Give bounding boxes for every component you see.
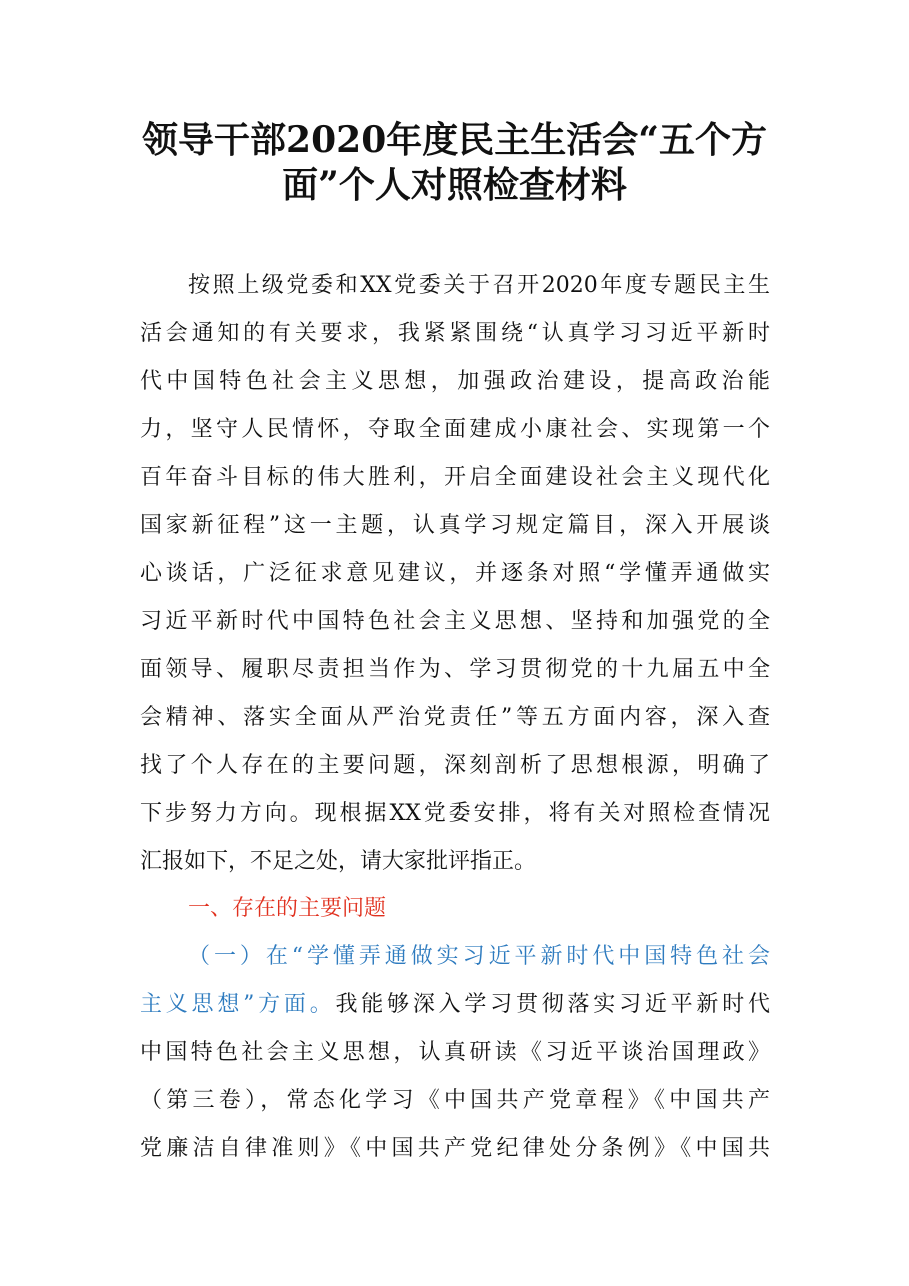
subsection-paragraph-line: 党廉洁自律准则》《中国共产党纪律处分条例》《中国共 bbox=[140, 1136, 770, 1161]
intro-paragraph-line: 代中国特色社会主义思想，加强政治建设，提高政治能 bbox=[140, 369, 770, 394]
intro-paragraph-line: 按照上级党委和XX党委关于召开2020年度专题民主生 bbox=[188, 273, 770, 298]
subsection-paragraph-line bbox=[140, 981, 770, 1029]
subsection-paragraph-line: （第三卷），常态化学习《中国共产党章程》《中国共产 bbox=[140, 1088, 770, 1113]
document-title-line-1: 领导干部2020年度民主生活会“五个方 bbox=[142, 119, 767, 161]
intro-paragraph-line: 百年奋斗目标的伟大胜利，开启全面建设社会主义现代化 bbox=[140, 465, 770, 490]
intro-paragraph-line: 力，坚守人民情怀，夺取全面建成小康社会、实现第一个 bbox=[140, 417, 770, 442]
intro-paragraph-line: 习近平新时代中国特色社会主义思想、坚持和加强党的全 bbox=[140, 609, 770, 634]
intro-paragraph-line: 面领导、履职尽责担当作为、学习贯彻党的十九届五中全 bbox=[140, 657, 770, 682]
intro-paragraph-line: 找了个人存在的主要问题，深刻剖析了思想根源，明确了 bbox=[140, 753, 770, 778]
subsection-heading-line: （一）在“学懂弄通做实习近平新时代中国特色社会 bbox=[188, 944, 770, 969]
intro-paragraph-line: 汇报如下，不足之处，请大家批评指正。 bbox=[140, 849, 537, 874]
subsection-paragraph-line: 中国特色社会主义思想，认真研读《习近平谈治国理政》 bbox=[140, 1040, 770, 1065]
intro-paragraph-line: 国家新征程”这一主题，认真学习规定篇目，深入开展谈 bbox=[140, 513, 770, 538]
intro-paragraph-line: 会精神、落实全面从严治党责任”等五方面内容，深入查 bbox=[140, 705, 770, 730]
document-title-line-2: 面”个人对照检查材料 bbox=[282, 164, 627, 206]
intro-paragraph-line: 心谈话，广泛征求意见建议，并逐条对照“学懂弄通做实 bbox=[140, 561, 770, 586]
subsection-heading-tail: 主义思想”方面。 bbox=[140, 992, 336, 1017]
intro-paragraph-line: 活会通知的有关要求，我紧紧围绕“认真学习习近平新时 bbox=[140, 321, 770, 346]
intro-paragraph-line: 下步努力方向。现根据XX党委安排，将有关对照检查情况 bbox=[140, 801, 770, 826]
section-heading: 一、存在的主要问题 bbox=[188, 896, 387, 921]
subsection-text: 我能够深入学习贯彻落实习近平新时代 bbox=[335, 992, 770, 1017]
